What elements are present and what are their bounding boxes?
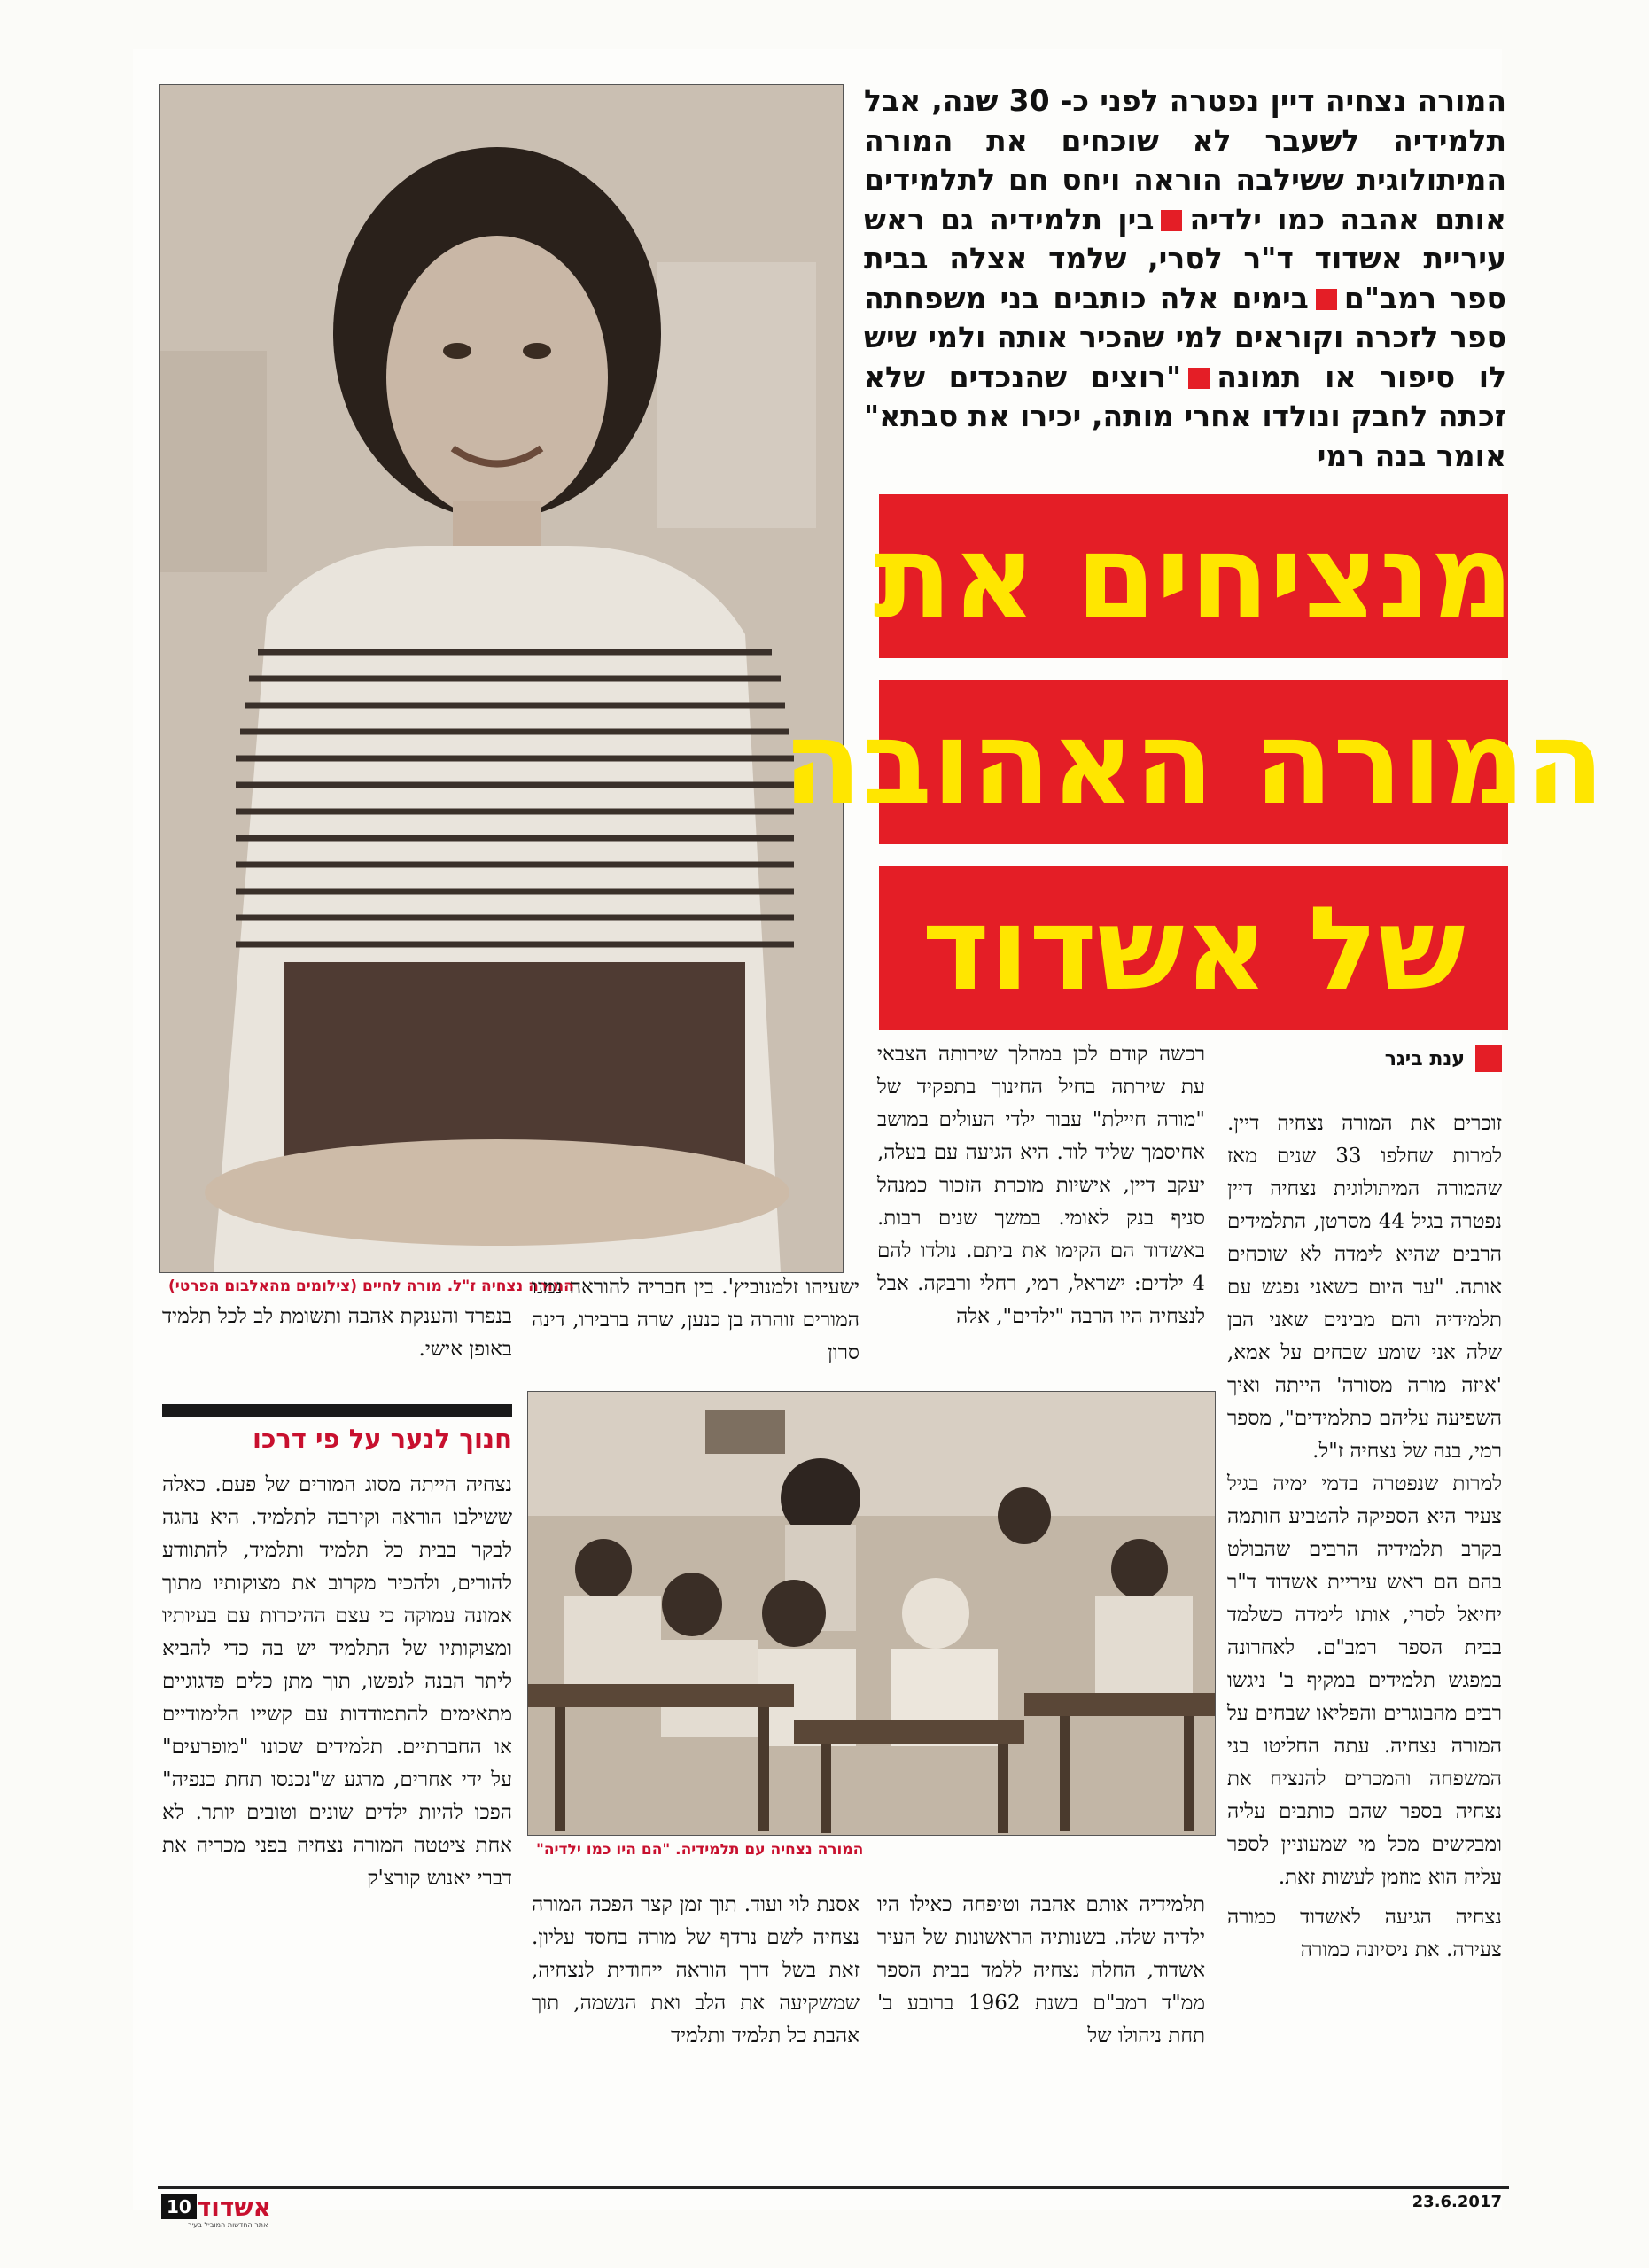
column-2-paragraph-1: רכשה קודם לכן במהלך שירותה הצבאי עת שירתה בחיל החינוך בתפקיד של "מורה חיילת" עבור ילדי העולים במושב אחיסמך שליד לוד. היא הגיעה עם בעלה, יעקב דיין, אישיות מוכרת הזכור כמנהל סניף בנק לאומי. במשך שנים רבות. באשדוד הם הקימו את ביתם. נולדו להם 4 ילדים: ישראל, רמי, רחלי ורבקה. אבל לנצחיה היו הרבה "ילדים", אלה [877, 1043, 1205, 1328]
subhead-block [162, 1404, 512, 1459]
column-1-paragraph-2: למרות שנפטרה בדמי ימיה בגיל צעיר היא הספיקה להטביע חותמה בקרב תלמידיה הרבים שהבולט בהם הם ראש עיריית אשדוד ד"ר יחיאל לסרי, אותו לימדה כשלמד בבית הספר רמב"ם. לאחרונה במפגש תלמידים במקיף ב' ניגשו רבים מהבוגרים והפליאו שבחים על המורה נצחיה. עתה החליטו בני המשפחה והמכרים להנציח את נצחיה בספר שהם כותבים עליה ומבקשים מכל מי שמעוניין לספר עליה הוא מוזמן לעשות זאת. [1227, 1472, 1502, 1889]
column-1 [1227, 1107, 1502, 1967]
classroom-photo [527, 1391, 1216, 1836]
column-3-paragraph-1: ישעיהו זלמנוביץ'. בין חבריה להוראה נמנו המורים זוהרה בן כנען, שרה ברבירו, דינה סרון [532, 1276, 860, 1364]
column-2-top [877, 1038, 1205, 1333]
intro-text-2: בין תלמידיה גם ראש עיריית אשדוד ד"ר לסרי, שלמד אצלה בבית ספר רמב"ם [864, 201, 1506, 315]
intro-text-1: המורה נצחיה דיין נפטרה לפני כ- 30 שנה, אבל תלמידיה לשעבר לא שוכחים את המורה המיתולוגית ששילבה הוראה ויחס חם לתלמידים אותם אהבה כמו ילדיה [864, 83, 1506, 237]
headline-text-1: מנציחים את [873, 509, 1514, 644]
headline-text-2: המורה האהובה [782, 695, 1605, 830]
bullet-square-icon [1188, 368, 1210, 389]
byline [1311, 1041, 1502, 1076]
issue-date: 23.6.2017 [1412, 2193, 1502, 2211]
column-2-bottom [877, 1889, 1205, 2053]
author-name: ענת ביגר [1384, 1047, 1465, 1070]
column-4-bottom [162, 1469, 512, 1895]
intro-text-4: "רוצים שהנכדים שלא זכתה לחבק ונולדו אחרי מותה, יכירו את סבתא" אומר בנה רמי [864, 359, 1506, 473]
column-2-paragraph-2: תלמידיה אותם אהבה וטיפחה כאילו היו ילדיה שלה. בשנותיה הראשונות של העיר אשדוד, החלה נצחיה ללמד בבית הספר ממ"ד רמב"ם בשנת 1962 ברובע ב' תחת ניהולו של [877, 1893, 1205, 2047]
brand-name: אשדוד [196, 2192, 271, 2222]
column-1-paragraph-3: נצחיה הגיעה לאשדוד כמורה צעירה. את ניסיונה כמורה [1227, 1906, 1502, 1961]
intro-deck [864, 82, 1506, 476]
column-1-paragraph-1: זוכרים את המורה נצחיה דיין. למרות שחלפו 33 שנים מאז שהמורה המיתולוגית נצחיה דיין נפטרה בגיל 44 מסרטן, התלמידים הרבים שהיא לימדה לא שוכחים אותה. "עד היום כשאני נפגש עם תלמידיה והם מבינים שאני הבן שלה אני שומע שבחים על אמא, 'איזה מורה מסורה' הייתה ואיך השפיעה עליהם כתלמידים", מספר רמי, בנה של נצחיה ז"ל. [1227, 1112, 1502, 1463]
classroom-caption: המורה נצחיה עם תלמידיה. "הם היו כמו ילדיה" [536, 1841, 864, 1859]
headline-text-3: של אשדוד [922, 881, 1466, 1016]
brand-tagline: אתר החדשות המוביל בעיר [188, 2221, 268, 2229]
intro-text-3: בימים אלה כותבים בני משפחתה ספר לזכרה וקוראים למי שהכיר אותה ולמי שיש לו סיפור או תמונה [864, 280, 1506, 394]
portrait-illustration [160, 85, 843, 1272]
bullet-square-icon [1316, 289, 1337, 310]
column-3-top [532, 1271, 860, 1370]
headline-line-3 [879, 866, 1508, 1030]
portrait-caption: המורה נצחיה ז"ל. מורה לחיים (צילומים מהאלבום הפרטי) [168, 1278, 574, 1295]
column-4-top [162, 1301, 512, 1366]
column-3-paragraph-2: אסנת לוי ועוד. תוך זמן קצר הפכה המורה נצחיה לשם נרדף של מורה בחסד עליון. זאת בשל דרך הוראה ייחודית לנצחיה, שמשקיעה את הלב ואת הנשמה, תוך אהבת כל תלמיד ותלמיד [532, 1893, 860, 2047]
brand-logo [158, 2192, 344, 2222]
classroom-illustration [528, 1392, 1215, 1835]
subhead-bar [162, 1404, 512, 1417]
headline-line-1 [873, 494, 1514, 658]
headline-line-2 [782, 680, 1605, 844]
page-number: 10 [161, 2194, 197, 2219]
portrait-photo [159, 84, 844, 1273]
column-4-paragraph-2: נצחיה הייתה מסוג המורים של פעם. כאלה ששילבו הוראה וקירבה לתלמיד. היא נהגה לבקר בבית כל תלמיד ותלמיד, להתוודע להורים, ולהכיר מקרוב את מצוקותיו מתוך אמונה עמוקה כי עצם ההיכרות עם בעיותיו ומצוקותיו של התלמיד יש בה כדי להביא ליתר הבנה לנפשו, תוך מתן כלים פדגוגיים מתאימים להתמודדות עם קשייו הלימודיים או החברתיים. תלמידים שכונו "מופרעים" על ידי אחרים, מרגע ש"נכנסו תחת כנפיה" הפכו להיות ילדים שונים וטובים יותר. לא אחת ציטטה המורה נצחיה בפני מכריה את דברי יאנוש קורצ'ק [162, 1473, 512, 1890]
bullet-square-icon [1161, 210, 1182, 231]
column-4-paragraph-1: בנפרד והענקת אהבה ותשומת לב לכל תלמיד באופן אישי. [162, 1305, 512, 1361]
byline-square-icon [1475, 1045, 1502, 1072]
subhead: חנוך לנער על פי דרכו [253, 1424, 512, 1454]
column-3-bottom [532, 1889, 860, 2053]
footer-rule [158, 2186, 1509, 2189]
